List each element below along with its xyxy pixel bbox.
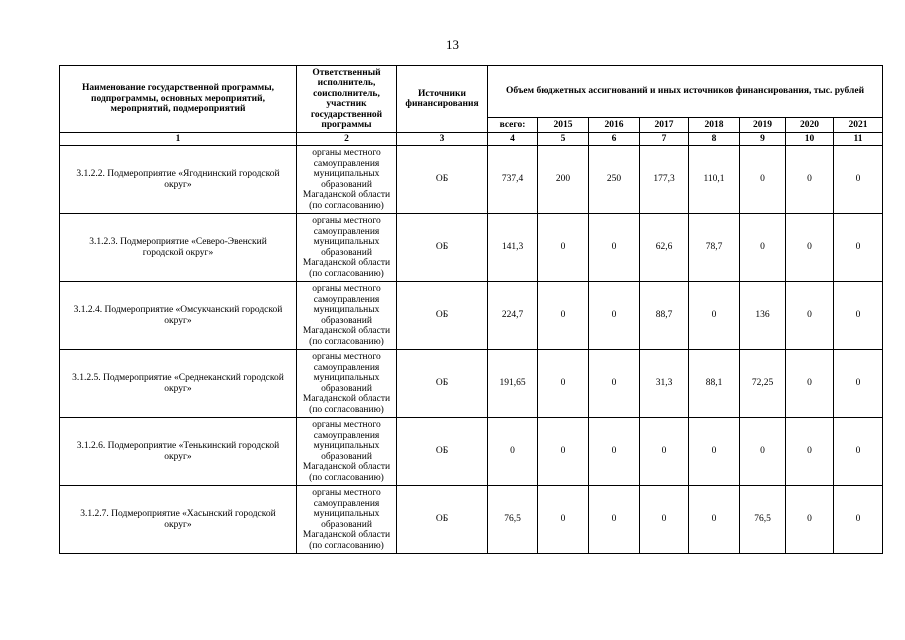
row-value-cell: 110,1 — [689, 146, 740, 214]
row-value-cell: 0 — [786, 146, 834, 214]
row-value-cell: 0 — [834, 486, 883, 554]
table-row — [60, 214, 883, 282]
row-source-cell: ОБ — [397, 214, 488, 282]
table-row — [60, 146, 883, 214]
row-value-cell: 0 — [589, 350, 640, 418]
row-value-cell: 0 — [640, 418, 689, 486]
column-number-cell: 2 — [297, 133, 397, 146]
header-volume: Объем бюджетных ассигнований и иных источников финансирования, тыс. рублей — [488, 66, 883, 118]
row-name-cell: 3.1.2.3. Подмероприятие «Северо-Эвенский городской округ» — [60, 214, 297, 282]
row-source-cell: ОБ — [397, 282, 488, 350]
row-value-cell: 0 — [740, 418, 786, 486]
row-name-cell: 3.1.2.2. Подмероприятие «Ягоднинский городской округ» — [60, 146, 297, 214]
row-responsible-cell: органы местного самоуправления муниципальных образований Магаданской области (по согласованию) — [297, 486, 397, 554]
row-value-cell: 31,3 — [640, 350, 689, 418]
row-value-cell: 0 — [834, 146, 883, 214]
row-name-cell: 3.1.2.4. Подмероприятие «Омсукчанский городской округ» — [60, 282, 297, 350]
column-number-cell: 7 — [640, 133, 689, 146]
year-header-cell: 2019 — [740, 118, 786, 133]
row-value-cell: 0 — [740, 214, 786, 282]
row-value-cell: 0 — [589, 282, 640, 350]
column-number-cell: 4 — [488, 133, 538, 146]
row-value-cell: 737,4 — [488, 146, 538, 214]
row-value-cell: 0 — [786, 418, 834, 486]
column-number-cell: 5 — [538, 133, 589, 146]
row-value-cell: 224,7 — [488, 282, 538, 350]
budget-table — [59, 65, 883, 554]
column-number-cell: 9 — [740, 133, 786, 146]
row-value-cell: 0 — [538, 214, 589, 282]
row-value-cell: 0 — [538, 418, 589, 486]
row-value-cell: 0 — [786, 214, 834, 282]
row-value-cell: 76,5 — [488, 486, 538, 554]
header-source: Источники финансирования — [397, 66, 488, 133]
year-header-cell: 2016 — [589, 118, 640, 133]
row-value-cell: 0 — [538, 486, 589, 554]
column-number-cell: 10 — [786, 133, 834, 146]
row-value-cell: 0 — [786, 486, 834, 554]
year-header-cell: 2015 — [538, 118, 589, 133]
row-value-cell: 0 — [834, 282, 883, 350]
row-value-cell: 0 — [538, 282, 589, 350]
header-name: Наименование государственной программы, подпрограммы, основных мероприятий, мероприятий, подмероприятий — [60, 66, 297, 133]
row-value-cell: 0 — [488, 418, 538, 486]
row-source-cell: ОБ — [397, 350, 488, 418]
row-value-cell: 200 — [538, 146, 589, 214]
row-responsible-cell: органы местного самоуправления муниципальных образований Магаданской области (по согласованию) — [297, 282, 397, 350]
table-row — [60, 418, 883, 486]
row-value-cell: 191,65 — [488, 350, 538, 418]
row-value-cell: 0 — [640, 486, 689, 554]
row-value-cell: 0 — [589, 214, 640, 282]
row-value-cell: 141,3 — [488, 214, 538, 282]
row-responsible-cell: органы местного самоуправления муниципальных образований Магаданской области (по согласованию) — [297, 214, 397, 282]
row-value-cell: 0 — [786, 350, 834, 418]
row-value-cell: 0 — [689, 282, 740, 350]
row-value-cell: 0 — [740, 146, 786, 214]
column-number-row — [60, 133, 883, 146]
row-value-cell: 72,25 — [740, 350, 786, 418]
column-number-cell: 6 — [589, 133, 640, 146]
row-value-cell: 0 — [834, 214, 883, 282]
row-name-cell: 3.1.2.6. Подмероприятие «Тенькинский городской округ» — [60, 418, 297, 486]
row-source-cell: ОБ — [397, 486, 488, 554]
page-number: 13 — [446, 37, 459, 52]
column-number-cell: 1 — [60, 133, 297, 146]
header-responsible: Ответственный исполнитель, соисполнитель, участник государственной программы — [297, 66, 397, 133]
year-header-cell: 2021 — [834, 118, 883, 133]
column-number-cell: 3 — [397, 133, 488, 146]
row-name-cell: 3.1.2.7. Подмероприятие «Хасынский городской округ» — [60, 486, 297, 554]
row-responsible-cell: органы местного самоуправления муниципальных образований Магаданской области (по согласованию) — [297, 350, 397, 418]
row-value-cell: 177,3 — [640, 146, 689, 214]
row-value-cell: 0 — [689, 418, 740, 486]
column-number-cell: 8 — [689, 133, 740, 146]
row-value-cell: 88,1 — [689, 350, 740, 418]
row-responsible-cell: органы местного самоуправления муниципальных образований Магаданской области (по согласованию) — [297, 146, 397, 214]
year-header-cell: всего: — [488, 118, 538, 133]
row-responsible-cell: органы местного самоуправления муниципальных образований Магаданской области (по согласованию) — [297, 418, 397, 486]
row-source-cell: ОБ — [397, 146, 488, 214]
row-value-cell: 136 — [740, 282, 786, 350]
row-name-cell: 3.1.2.5. Подмероприятие «Среднеканский городской округ» — [60, 350, 297, 418]
year-header-cell: 2018 — [689, 118, 740, 133]
row-value-cell: 0 — [589, 486, 640, 554]
row-value-cell: 78,7 — [689, 214, 740, 282]
row-value-cell: 88,7 — [640, 282, 689, 350]
table-row — [60, 350, 883, 418]
row-value-cell: 62,6 — [640, 214, 689, 282]
row-value-cell: 250 — [589, 146, 640, 214]
year-header-cell: 2017 — [640, 118, 689, 133]
row-value-cell: 76,5 — [740, 486, 786, 554]
column-number-cell: 11 — [834, 133, 883, 146]
row-value-cell: 0 — [689, 486, 740, 554]
table-row — [60, 282, 883, 350]
year-header-cell: 2020 — [786, 118, 834, 133]
row-source-cell: ОБ — [397, 418, 488, 486]
row-value-cell: 0 — [834, 350, 883, 418]
table-row — [60, 486, 883, 554]
row-value-cell: 0 — [538, 350, 589, 418]
row-value-cell: 0 — [834, 418, 883, 486]
row-value-cell: 0 — [786, 282, 834, 350]
row-value-cell: 0 — [589, 418, 640, 486]
